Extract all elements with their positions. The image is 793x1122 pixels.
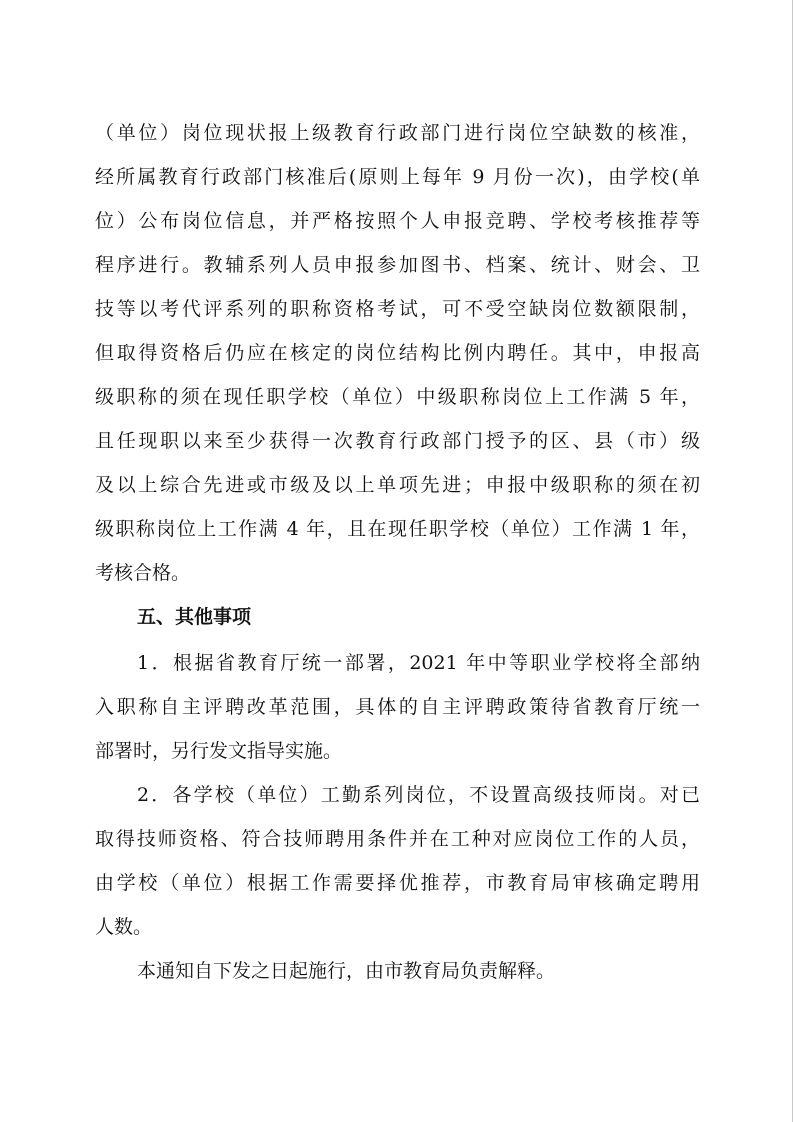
paragraph-line: 位）公布岗位信息，并严格按照个人申报竞聘、学校考核推荐等 [95,210,700,232]
item-line: 入职称自主评聘改革范围，具体的自主评聘政策待省教育厅统一 [95,696,700,718]
section-heading: 五、其他事项 [137,606,252,628]
paragraph-line: 经所属教育行政部门核准后(原则上每年 9 月份一次)，由学校(单 [95,166,700,188]
item-line: 1．根据省教育厅统一部署，2021 年中等职业学校将全部纳 [137,652,700,674]
item-line: 2．各学校（单位）工勤系列岗位，不设置高级技师岗。对已 [137,784,700,806]
paragraph-line: 级职称的须在现任职学校（单位）中级职称岗位上工作满 5 年， [95,386,700,408]
paragraph-line: 考核合格。 [95,562,191,584]
item-line: 部署时，另行发文指导实施。 [95,740,343,762]
item-line: 取得技师资格、符合技师聘用条件并在工种对应岗位工作的人员， [95,828,700,850]
paragraph-line: 程序进行。教辅系列人员申报参加图书、档案、统计、财会、卫 [95,254,700,276]
item-line: 人数。 [95,916,153,938]
paragraph-line: 技等以考代评系列的职称资格考试，可不受空缺岗位数额限制， [95,298,700,320]
paragraph-line: 及以上综合先进或市级及以上单项先进；申报中级职称的须在初 [95,474,700,496]
paragraph-line: 且任现职以来至少获得一次教育行政部门授予的区、县（市）级 [95,430,700,452]
paragraph-line: 级职称岗位上工作满 4 年，且在现任职学校（单位）工作满 1 年， [95,518,700,540]
closing-statement: 本通知自下发之日起施行，由市教育局负责解释。 [137,960,556,982]
paragraph-line: 但取得资格后仍应在核定的岗位结构比例内聘任。其中，申报高 [95,342,700,364]
item-line: 由学校（单位）根据工作需要择优推荐，市教育局审核确定聘用 [95,872,700,894]
paragraph-line: （单位）岗位现状报上级教育行政部门进行岗位空缺数的核准， [95,122,700,144]
